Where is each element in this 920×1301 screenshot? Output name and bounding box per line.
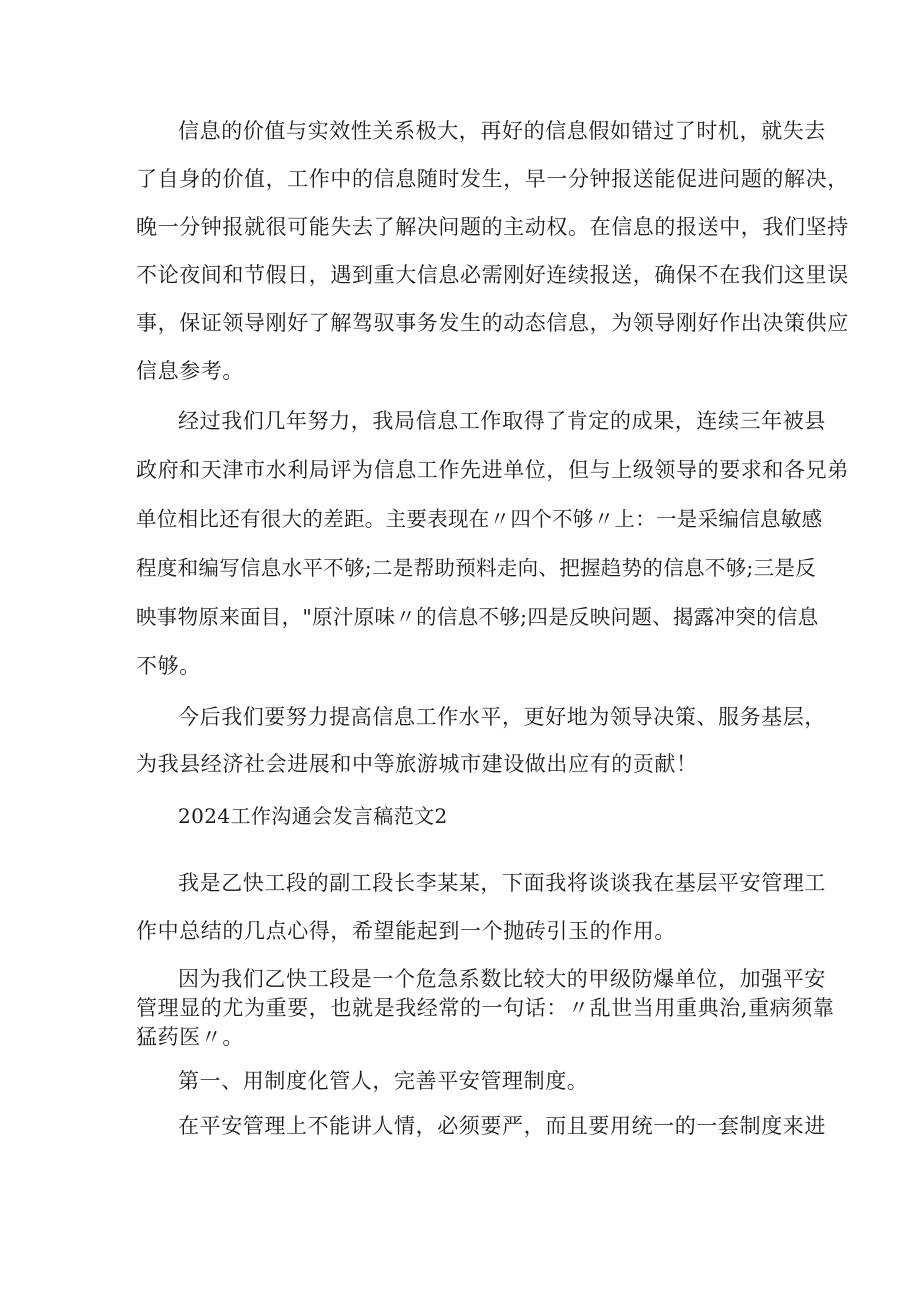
text-line: 信息的价值与实效性关系极大，再好的信息假如错过了时机，就失去 [178,119,826,143]
section-heading: 2024工作沟通会发言稿范文2 [178,804,448,828]
text-line: 政府和天津市水利局评为信息工作先进单位，但与上级领导的要求和各兄弟 [136,458,849,482]
text-line: 猛药医〃。 [136,1025,244,1049]
text-line: 经过我们几年努力，我局信息工作取得了肯定的成果，连续三年被县 [178,409,826,433]
text-line: 了自身的价值，工作中的信息随时发生，早一分钟报送能促进问题的解决， [136,167,849,191]
text-line: 我是乙快工段的副工段长李某某，下面我将谈谈我在基层平安管理工 [178,871,826,895]
text-line: 映事物原来面目，"原汁原味〃的信息不够;四是反映问题、揭露冲突的信息 [136,605,819,629]
text-line: 为我县经济社会进展和中等旅游城市建设做出应有的贡献！ [136,752,698,776]
text-line: 作中总结的几点心得，希望能起到一个抛砖引玉的作用。 [136,919,676,943]
text-line: 管理显的尤为重要，也就是我经常的一句话：〃乱世当用重典治,重病须靠 [136,996,835,1020]
text-line: 信息参考。 [136,359,244,383]
text-line: 不够。 [136,654,201,678]
text-line: 单位相比还有很大的差距。主要表现在〃四个不够〃上：一是采编信息敏感 [136,507,823,531]
text-line: 晚一分钟报就很可能失去了解决问题的主动权。在信息的报送中，我们坚持 [136,215,849,239]
text-line: 在平安管理上不能讲人情，必须要严，而且要用统一的一套制度来进 [178,1114,826,1138]
text-line: 今后我们要努力提高信息工作水平，更好地为领导决策、服务基层， [178,705,826,729]
text-line: 不论夜间和节假日，遇到重大信息必需刚好连续报送，确保不在我们这里误 [136,263,849,287]
text-line: 程度和编写信息水平不够;二是帮助预料走向、把握趋势的信息不够;三是反 [136,556,817,580]
text-line: 因为我们乙快工段是一个危急系数比较大的甲级防爆单位，加强平安 [178,967,826,991]
text-line: 第一、用制度化管人，完善平安管理制度。 [178,1069,589,1093]
text-line: 事，保证领导刚好了解驾驭事务发生的动态信息，为领导刚好作出决策供应 [136,311,849,335]
